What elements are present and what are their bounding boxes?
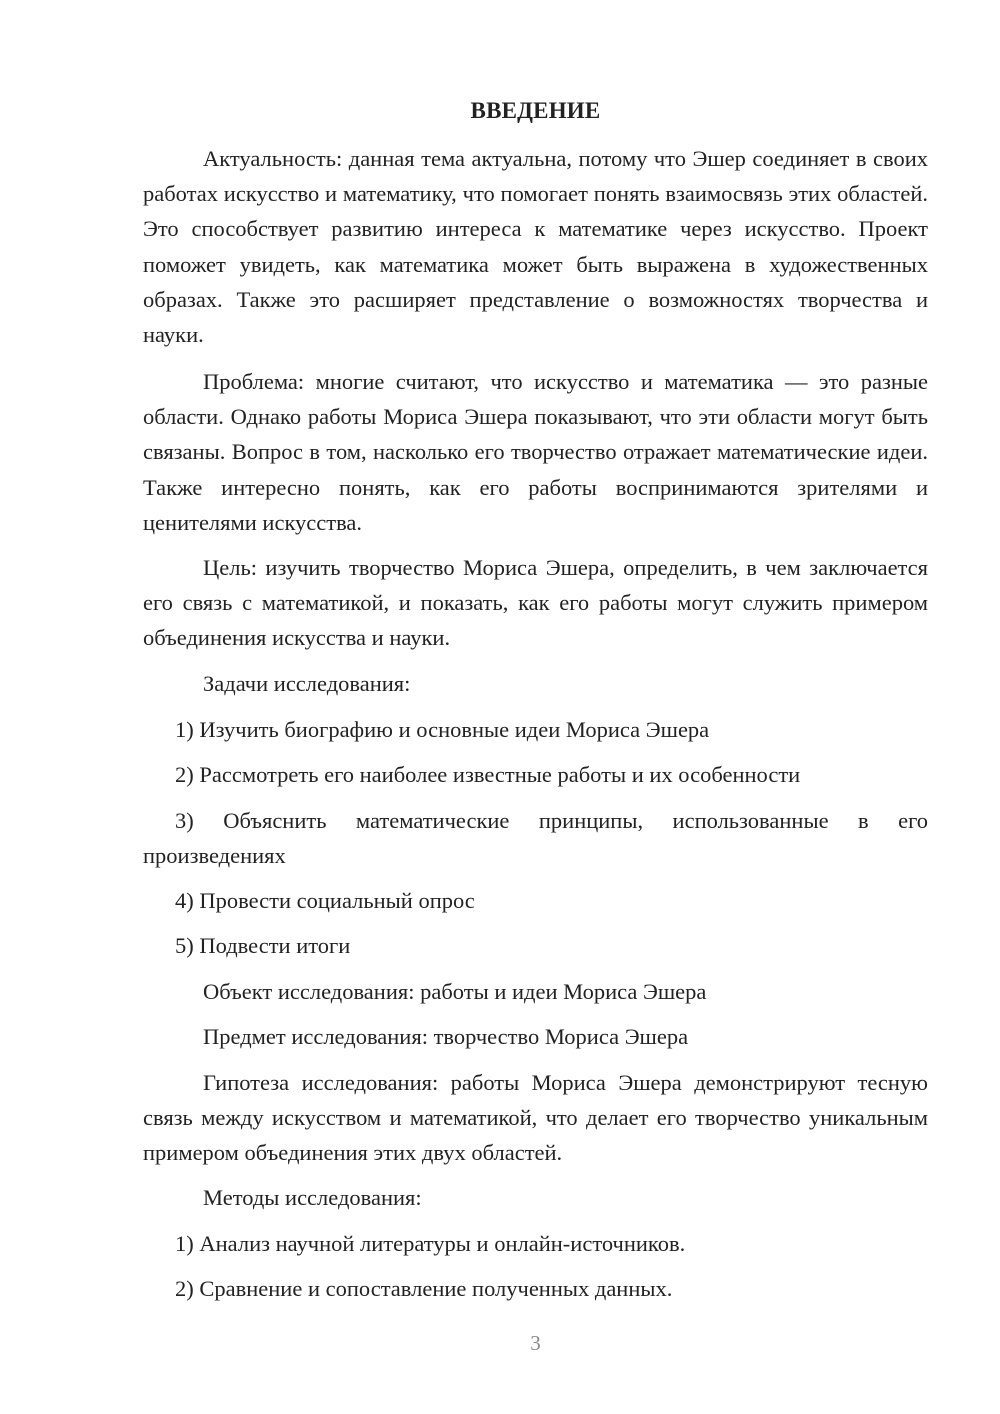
document-page [143, 0, 928, 1414]
method-item: 1) Анализ научной литературы и онлайн-источников. [175, 1231, 686, 1256]
task-item: 1) Изучить биографию и основные идеи Мориса Эшера [175, 717, 710, 742]
paragraph-relevance: Актуальность: данная тема актуальна, потому что Эшер соединяет в своих работах искусство и математику, что помогает понять взаимосвязь этих областей. Это способствует развитию интереса к математике через искусство. Проект поможет увидеть, как математика может быть выражена в художественных образах. Также это расширяет представление о возможностях творчества и науки. [143, 146, 928, 348]
paragraph-hypothesis: Гипотеза исследования: работы Мориса Эшера демонстрируют тесную связь между искусством и математикой, что делает его творчество уникальным примером объединения этих двух областей. [143, 1070, 928, 1166]
paragraph-goal: Цель: изучить творчество Мориса Эшера, определить, в чем заключается его связь с математикой, и показать, как его работы могут служить примером объединения искусства и науки. [143, 555, 928, 651]
task-item: 5) Подвести итоги [175, 933, 351, 958]
paragraph-problem: Проблема: многие считают, что искусство и математика — это разные области. Однако работы Мориса Эшера показывают, что эти области могут быть связаны. Вопрос в том, насколько его творчество отражает математические идеи. Также интересно понять, как его работы воспринимаются зрителями и ценителями искусства. [143, 369, 928, 535]
task-item: 4) Провести социальный опрос [175, 888, 475, 913]
task-item: 3) Объяснить математические принципы, использованные в его произведениях [143, 808, 928, 869]
research-object: Объект исследования: работы и идеи Мориса Эшера [203, 979, 707, 1004]
research-subject: Предмет исследования: творчество Мориса Эшера [203, 1024, 689, 1049]
method-item: 2) Сравнение и сопоставление полученных данных. [175, 1276, 673, 1301]
section-title: ВВЕДЕНИЕ [470, 98, 601, 123]
methods-heading: Методы исследования: [203, 1185, 422, 1210]
tasks-heading: Задачи исследования: [203, 671, 411, 696]
page-number: 3 [530, 1331, 541, 1355]
task-item: 2) Рассмотреть его наиболее известные работы и их особенности [175, 762, 801, 787]
